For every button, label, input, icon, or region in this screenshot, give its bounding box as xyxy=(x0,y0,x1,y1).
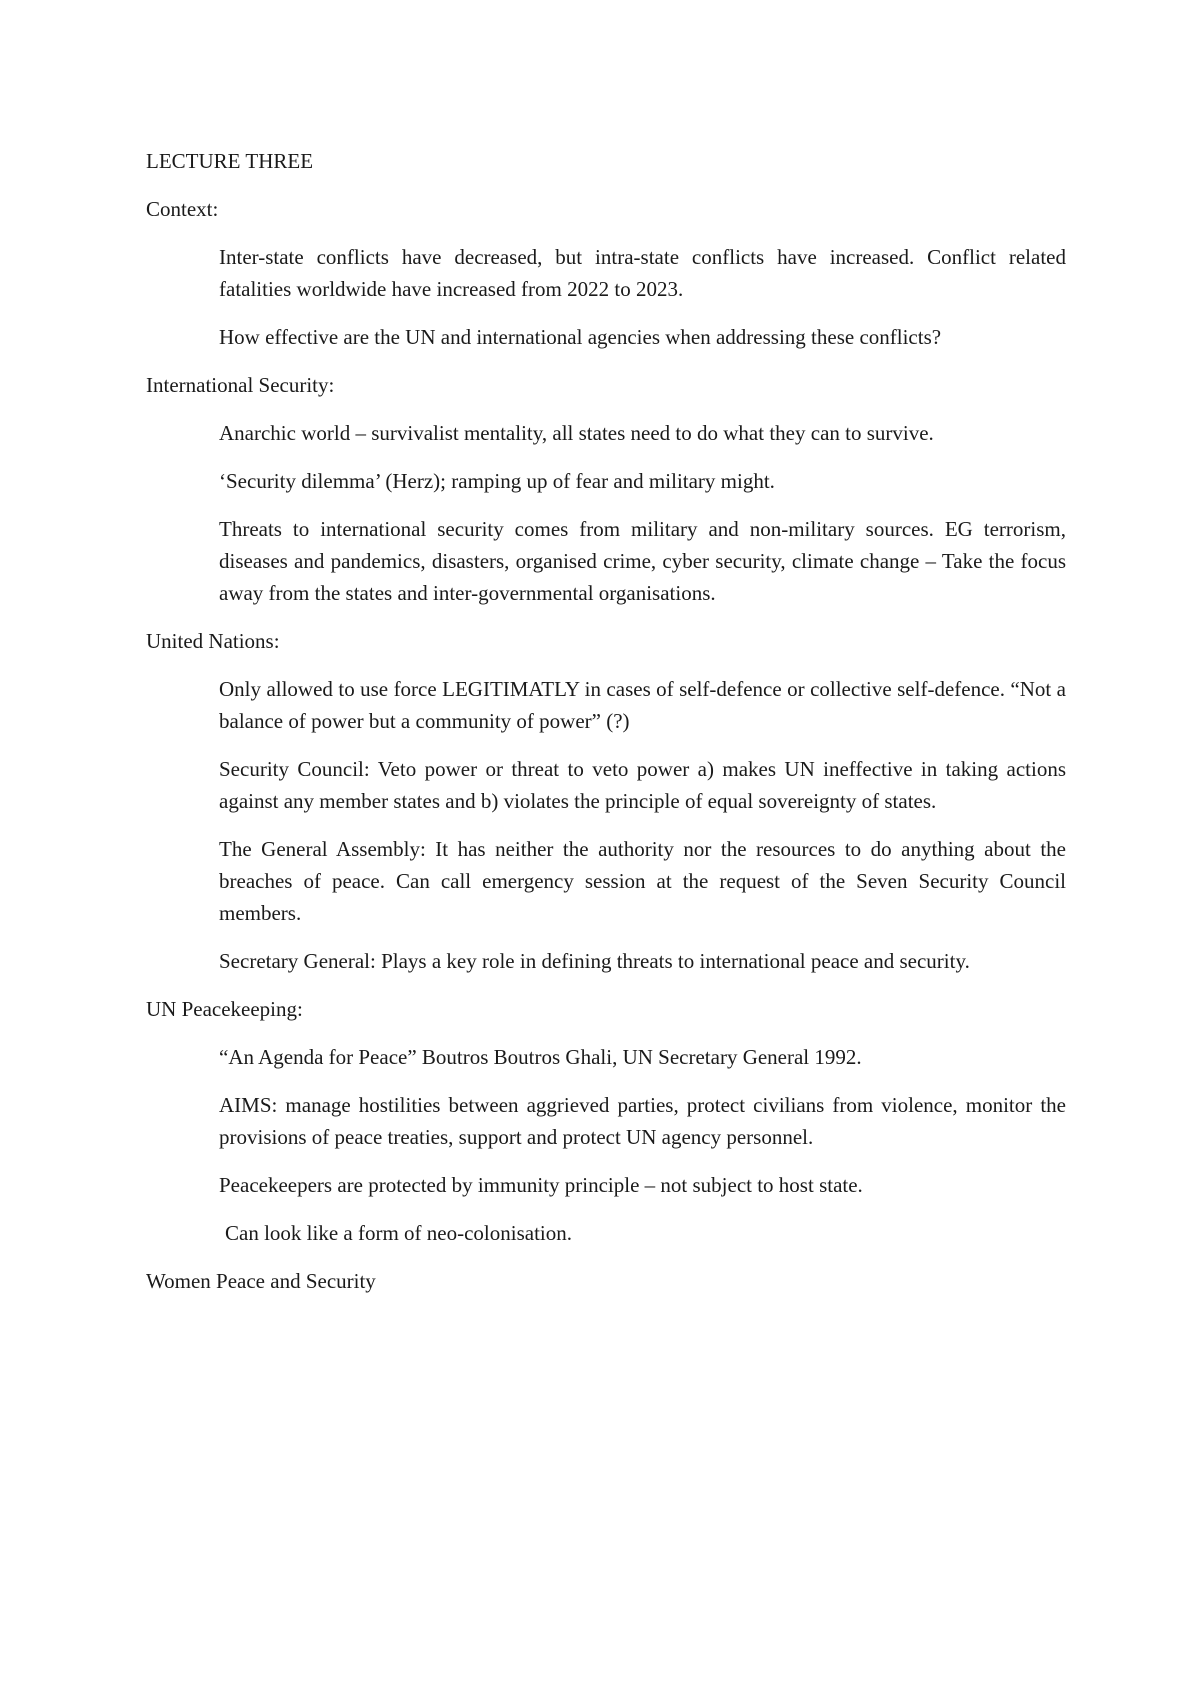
section-heading-international-security: International Security: xyxy=(146,373,335,397)
paragraph: “An Agenda for Peace” Boutros Boutros Ghali, UN Secretary General 1992. xyxy=(219,1045,862,1069)
paragraph: Peacekeepers are protected by immunity principle – not subject to host state. xyxy=(219,1173,863,1197)
paragraph: ‘Security dilemma’ (Herz); ramping up of fear and military might. xyxy=(219,469,775,493)
section-heading-un-peacekeeping: UN Peacekeeping: xyxy=(146,997,303,1021)
section-heading-united-nations: United Nations: xyxy=(146,629,280,653)
paragraph: How effective are the UN and international agencies when addressing these conflicts? xyxy=(219,325,942,349)
paragraph: Inter-state conflicts have decreased, but intra-state conflicts have increased. Conflict related fatalities worldwide have increased from 2022 to 2023. xyxy=(219,245,1066,301)
paragraph: Anarchic world – survivalist mentality, all states need to do what they can to survive. xyxy=(219,421,934,445)
paragraph: AIMS: manage hostilities between aggrieved parties, protect civilians from violence, monitor the provisions of peace treaties, support and protect UN agency personnel. xyxy=(219,1093,1066,1149)
document-body xyxy=(146,145,1066,1313)
section-heading-context: Context: xyxy=(146,197,219,221)
paragraph: The General Assembly: It has neither the authority nor the resources to do anything about the breaches of peace. Can call emergency session at the request of the Seven Security Council members. xyxy=(219,837,1066,925)
paragraph: Can look like a form of neo-colonisation. xyxy=(225,1221,573,1245)
paragraph: Only allowed to use force LEGITIMATLY in cases of self-defence or collective self-defence. “Not a balance of power but a community of power” (?) xyxy=(219,677,1066,733)
paragraph: Security Council: Veto power or threat to veto power a) makes UN ineffective in taking actions against any member states and b) violates the principle of equal sovereignty of states. xyxy=(219,757,1066,813)
section-heading-women-peace-security: Women Peace and Security xyxy=(146,1269,376,1293)
paragraph: Secretary General: Plays a key role in defining threats to international peace and security. xyxy=(219,949,970,973)
document-title: LECTURE THREE xyxy=(146,149,314,173)
paragraph: Threats to international security comes from military and non-military sources. EG terrorism, diseases and pandemics, disasters, organised crime, cyber security, climate change – Take the focus away from the states and inter-governmental organisations. xyxy=(219,517,1066,605)
